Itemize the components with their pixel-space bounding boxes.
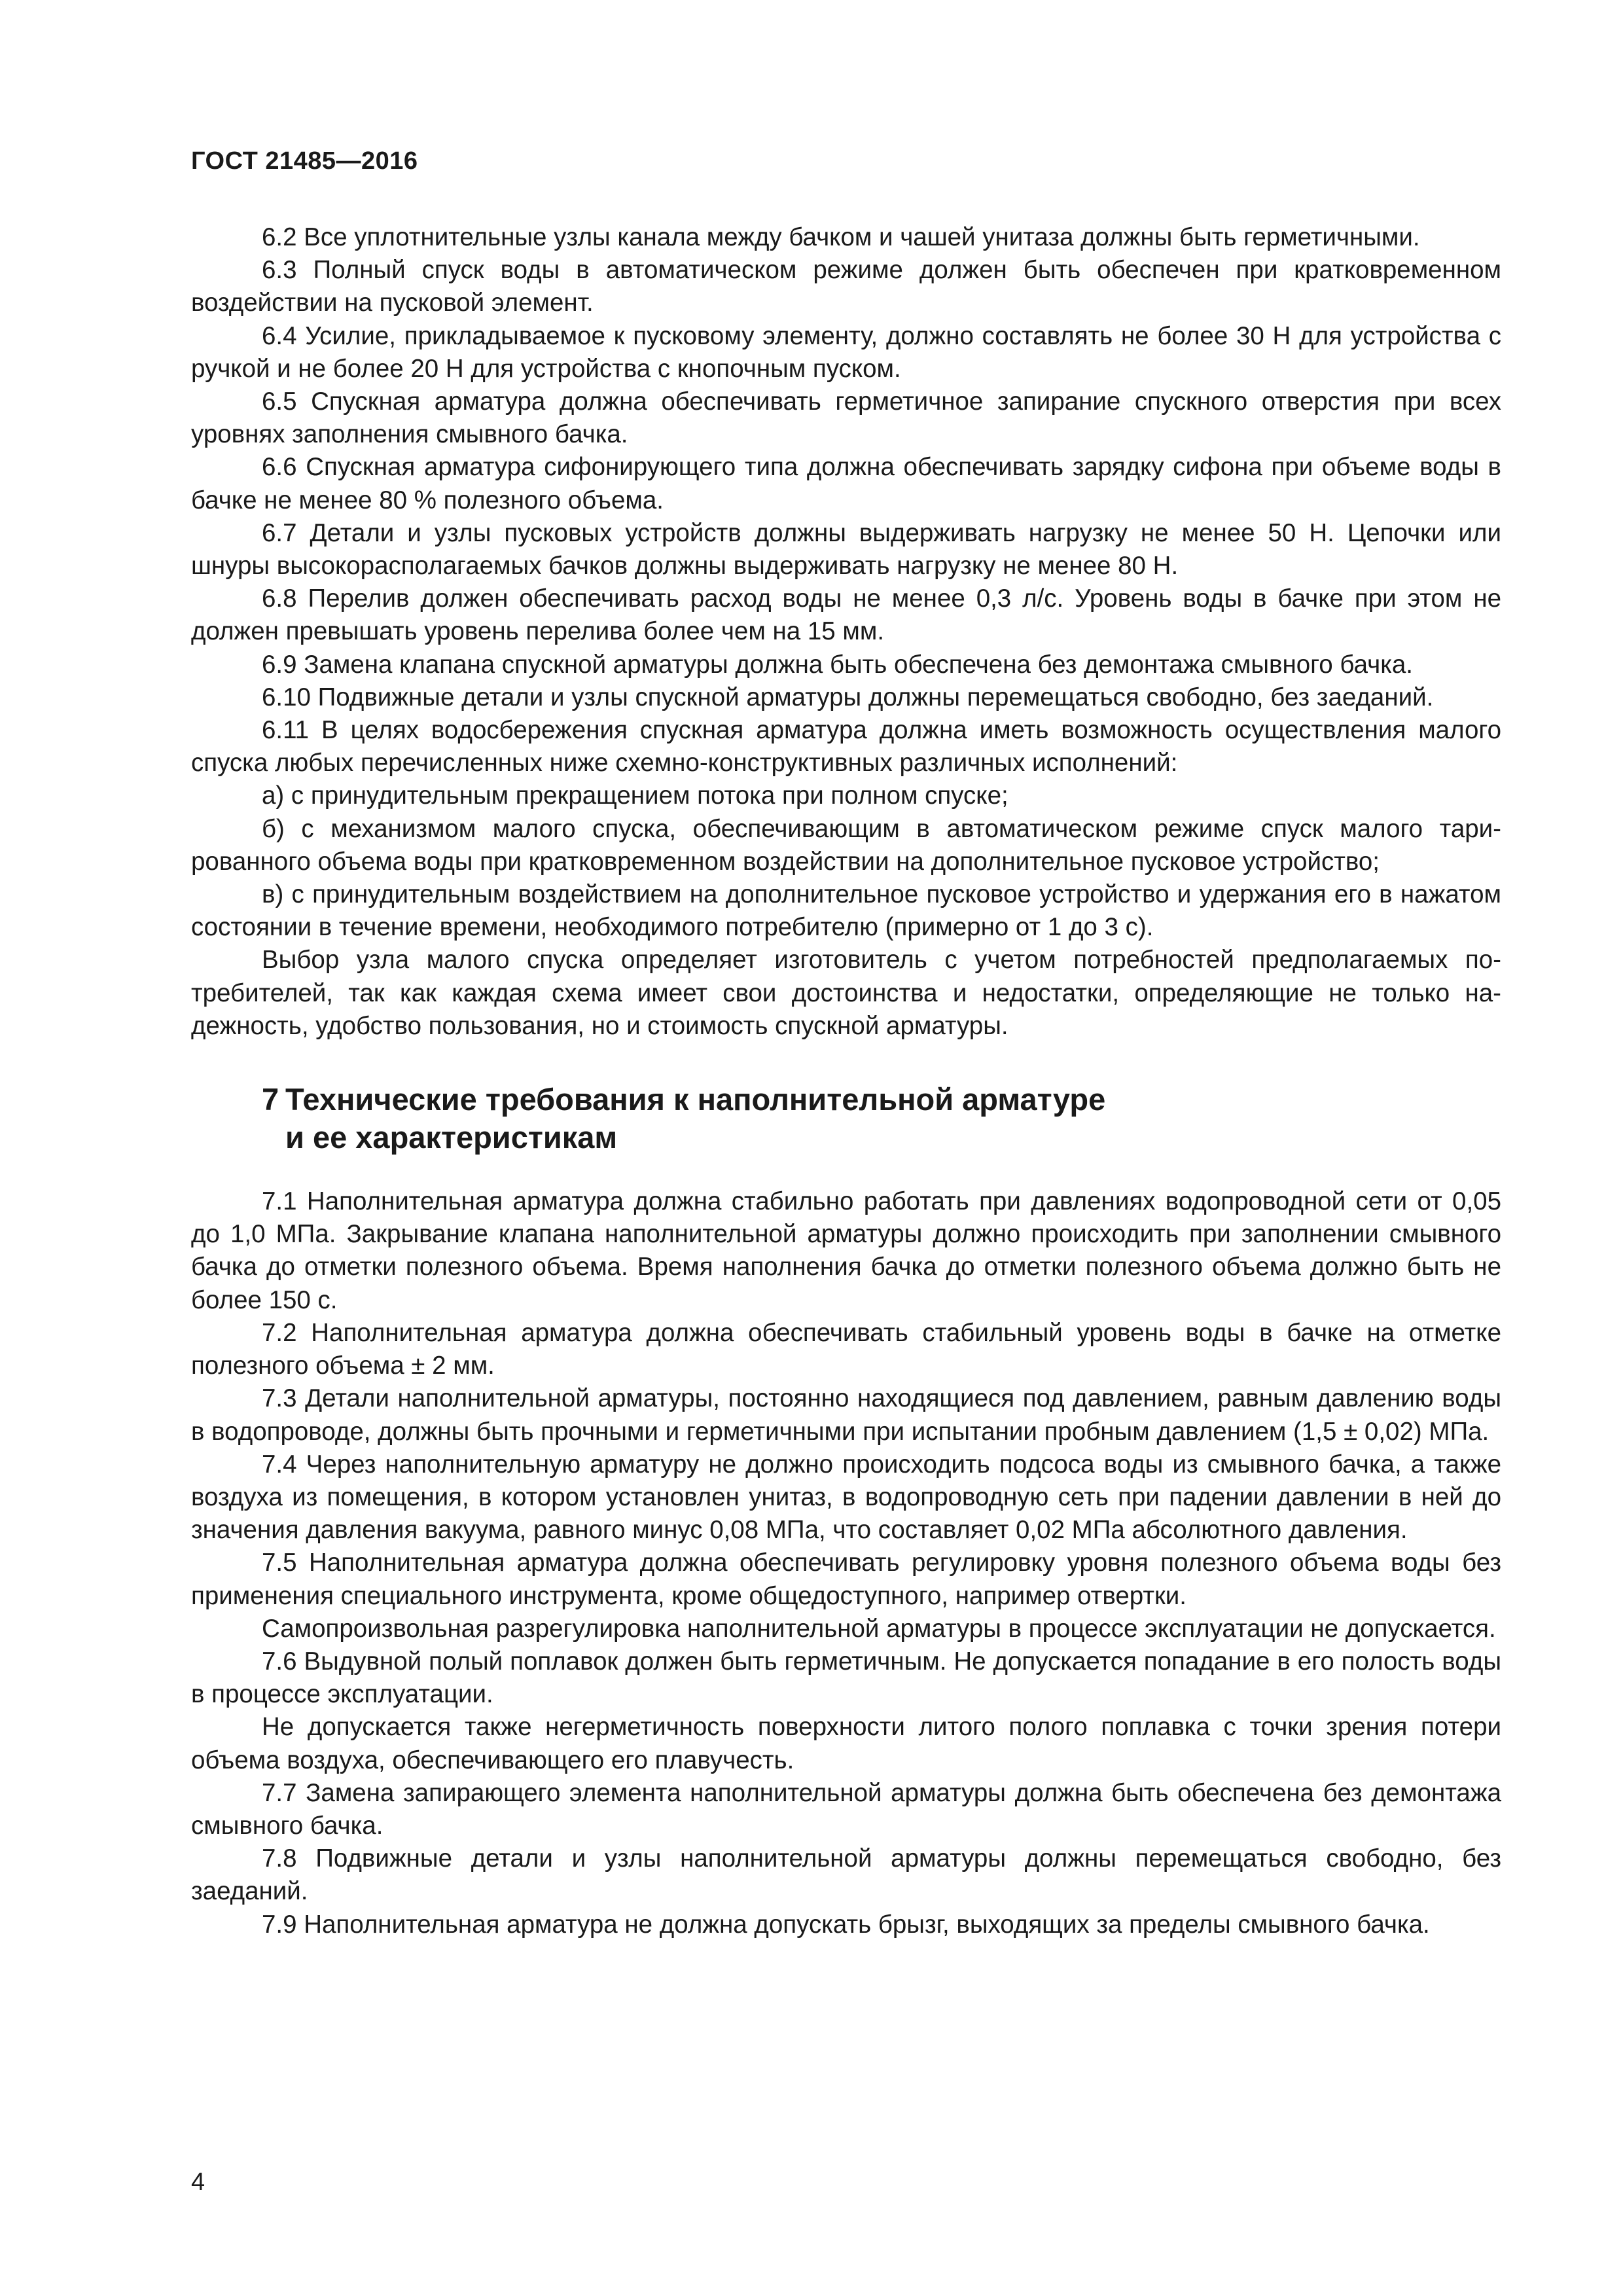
paragraph-6-11: 6.11 В целях водосбережения спускная арматура должна иметь возможность осуществления малого спуска любых перечисленных ниже схемно-конструктивных различных исполнений:: [191, 716, 1501, 778]
paragraph-7-9: 7.9 Наполнительная арматура не должна допускать брызг, выходящих за пределы смывного бачка.: [262, 1910, 1430, 1939]
list-item-v: в) с принудительным воздействием на дополнительное пусковое устройство и удержания его в нажатом состоянии в течение времени, необходимого потребителю (примерно от 1 до 3 с).: [191, 880, 1501, 942]
paragraph-7-3: 7.3 Детали наполнительной арматуры, постоянно находящиеся под давлением, равным давлению воды в водопроводе, должны быть прочными и герметичными при испытании пробным давлением (1,5 ± 0,02) МПа.: [191, 1384, 1501, 1446]
paragraph-7-8: 7.8 Подвижные детали и узлы наполнительной арматуры должны перемещаться свободно, без заеданий.: [191, 1844, 1501, 1906]
paragraph-6-9: 6.9 Замена клапана спускной арматуры должна быть обеспечена без демонтажа смывного бачка.: [262, 650, 1414, 679]
paragraph-6-3: 6.3 Полный спуск воды в автоматическом режиме должен быть обеспечен при кратковременном воздействии на пусковой элемент.: [191, 256, 1501, 317]
paragraph-7-6-note: Не допускается также негерметичность поверхности литого полого поплавка с точки зрения потери объема воздуха, обеспечивающего его плавучесть.: [191, 1713, 1501, 1774]
paragraph-7-1: 7.1 Наполнительная арматура должна стабильно работать при давлениях водопроводной сети от 0,05 до 1,0 МПа. Закрывание клапана наполнительной арматуры должно происходить при заполнении смывного бачка до отметки полезного объема. Время наполнения бачка до отметки полезного объема должно быть не более 150 с.: [191, 1187, 1501, 1314]
paragraph-7-2: 7.2 Наполнительная арматура должна обеспечивать стабильный уровень воды в бачке на отметке полезного объема ± 2 мм.: [191, 1318, 1501, 1380]
section-7-number: 7: [262, 1082, 279, 1117]
paragraph-7-7: 7.7 Замена запирающего элемента наполнительной арматуры должна быть обеспечена без демонтажа смывного бачка.: [191, 1778, 1501, 1840]
paragraph-7-5: 7.5 Наполнительная арматура должна обеспечивать регулировку уровня полезного объема воды без применения специального инструмента, кроме общедоступного, например отвертки.: [191, 1549, 1501, 1610]
document-body: [191, 221, 1501, 1941]
list-item-b: б) с механизмом малого спуска, обеспечивающим в автоматическом режиме спуск малого тарированного объема воды при кратковременном воздействии на дополнительное пусковое устройство;: [191, 814, 1501, 876]
paragraph-7-6: 7.6 Выдувной полый поплавок должен быть герметичным. Не допускается попадание в его полость воды в процессе эксплуатации.: [191, 1647, 1501, 1709]
paragraph-6-note: Выбор узла малого спуска определяет изготовитель с учетом потребностей предполагаемых потребителей, так как каждая схема имеет свои достоинства и недостатки, определяющие не только надежность, удобство пользования, но и стоимость спускной арматуры.: [191, 946, 1501, 1040]
document-header: ГОСТ 21485—2016: [191, 147, 418, 175]
section-7-title-line2: и ее характеристикам: [285, 1120, 618, 1155]
list-item-a: а) с принудительным прекращением потока при полном спуске;: [262, 781, 1008, 810]
page-number: 4: [191, 2168, 205, 2196]
section-7-heading: [191, 1081, 1501, 1157]
paragraph-7-5-note: Самопроизвольная разрегулировка наполнительной арматуры в процессе эксплуатации не допускается.: [262, 1614, 1496, 1643]
paragraph-6-6: 6.6 Спускная арматура сифонирующего типа должна обеспечивать зарядку сифона при объеме воды в бачке не менее 80 % полезного объема.: [191, 453, 1501, 514]
section-7-title-line1: Технические требования к наполнительной арматуре: [285, 1082, 1106, 1117]
paragraph-6-8: 6.8 Перелив должен обеспечивать расход воды не менее 0,3 л/с. Уровень воды в бачке при этом не должен превышать уровень перелива более чем на 15 мм.: [191, 584, 1501, 646]
paragraph-6-7: 6.7 Детали и узлы пусковых устройств должны выдерживать нагрузку не менее 50 Н. Цепочки или шнуры высокорасполагаемых бачков должны выдерживать нагрузку не менее 80 Н.: [191, 518, 1501, 581]
paragraph-6-2: 6.2 Все уплотнительные узлы канала между бачком и чашей унитаза должны быть герметичными.: [262, 223, 1420, 251]
paragraph-6-10: 6.10 Подвижные детали и узлы спускной арматуры должны перемещаться свободно, без заеданий.: [262, 683, 1434, 711]
paragraph-7-4: 7.4 Через наполнительную арматуру не должно происходить подсоса воды из смывного бачка, а также воздуха из помещения, в котором установлен унитаз, в водопроводную сеть при падении давлении в ней до значения давления вакуума, равного минус 0,08 МПа, что составляет 0,02 МПа абсолютного давления.: [191, 1450, 1501, 1545]
paragraph-6-4: 6.4 Усилие, прикладываемое к пусковому элементу, должно составлять не более 30 Н для устройства с ручкой и не более 20 Н для устройства с кнопочным пуском.: [191, 321, 1501, 383]
paragraph-6-5: 6.5 Спускная арматура должна обеспечивать герметичное запирание спускного отверстия при всех уровнях заполнения смывного бачка.: [191, 387, 1501, 449]
